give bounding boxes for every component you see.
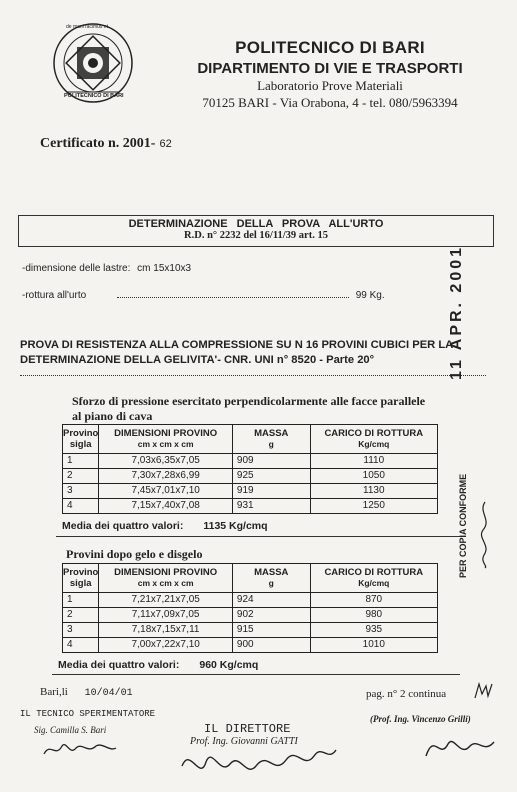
certificate-label: Certificato n. 2001- — [40, 136, 156, 151]
impact-test-box — [18, 215, 494, 247]
section1-title: Sforzo di pressione esercitato perpendicolarmente alle facce parallele al piano di cava — [72, 394, 426, 423]
tecnico-name: Sig. Camilla S. Bari — [34, 725, 107, 735]
table-header-row — [63, 425, 438, 454]
col-carico: CARICO DI ROTTURA Kg/cmq — [310, 425, 437, 454]
department-name: DIPARTIMENTO DI VIE E TRASPORTI — [197, 60, 463, 77]
col-carico: CARICO DI ROTTURA Kg/cmq — [310, 564, 437, 593]
table-cell: 902 — [232, 608, 310, 623]
direttore-name: Prof. Ing. Giovanni GATTI — [190, 736, 298, 747]
table-cell: 3 — [63, 484, 99, 499]
place-label: Bari,li — [40, 686, 68, 698]
table-row — [63, 469, 438, 484]
letterhead — [150, 38, 510, 111]
seal-top-text: de mani facimus et — [66, 24, 108, 30]
grilli-signature — [420, 728, 500, 764]
table-cell: 7,18x7,15x7,11 — [99, 623, 233, 638]
certificate-number — [40, 136, 172, 152]
col-massa: MASSA g — [232, 564, 310, 593]
table-cell: 1 — [63, 454, 99, 469]
seal-bottom-text: POLITECNICO DI BARI — [64, 93, 124, 99]
table-cell: 870 — [310, 593, 437, 608]
section1-table — [62, 424, 438, 514]
section2-average — [58, 659, 258, 671]
handwritten-signature — [476, 500, 494, 570]
direttore-signature — [176, 726, 356, 784]
plate-dimension — [22, 263, 191, 274]
table-cell: 924 — [232, 593, 310, 608]
university-seal — [52, 22, 134, 104]
table-row — [63, 484, 438, 499]
col-dimensioni: DIMENSIONI PROVINO cm x cm x cm — [99, 425, 233, 454]
copy-conform-stamp: PER COPIA CONFORME — [458, 473, 468, 578]
table-row — [63, 454, 438, 469]
table-cell: 2 — [63, 469, 99, 484]
divider — [52, 674, 460, 675]
table-cell: 7,03x6,35x7,05 — [99, 454, 233, 469]
average-value: 1135 Kg/cmq — [203, 520, 268, 532]
table-row — [63, 593, 438, 608]
date-stamp: 11 APR. 2001 — [448, 244, 465, 380]
institution-name: POLITECNICO DI BARI — [235, 38, 425, 57]
table-cell: 7,21x7,21x7,05 — [99, 593, 233, 608]
table-cell: 935 — [310, 623, 437, 638]
table-cell: 4 — [63, 638, 99, 653]
table-cell: 919 — [232, 484, 310, 499]
average-label: Media dei quattro valori: — [62, 520, 184, 532]
issue-date: 10/04/01 — [84, 688, 133, 699]
table-cell: 1130 — [310, 484, 437, 499]
initials-signature — [472, 680, 494, 702]
table-cell: 1050 — [310, 469, 437, 484]
divider — [56, 536, 466, 537]
address: 70125 BARI - Via Orabona, 4 - tel. 080/5963394 — [202, 95, 458, 110]
impact-breakage — [22, 290, 422, 301]
table-cell: 925 — [232, 469, 310, 484]
direttore-title: IL DIRETTORE — [204, 722, 291, 736]
table-header-row — [63, 564, 438, 593]
dotted-leader — [117, 297, 349, 298]
certificate-num-value: 62 — [159, 138, 172, 150]
impact-breakage-value: 99 Kg. — [355, 290, 385, 301]
table-cell: 1 — [63, 593, 99, 608]
table-cell: 1110 — [310, 454, 437, 469]
lab-name: Laboratorio Prove Materiali — [257, 78, 403, 93]
table-cell: 1250 — [310, 499, 437, 514]
table-cell: 980 — [310, 608, 437, 623]
average-label: Media dei quattro valori: — [58, 659, 180, 671]
dotted-separator — [20, 375, 486, 376]
plate-dimension-value: cm 15x10x3 — [137, 263, 192, 274]
place-date — [40, 686, 133, 699]
section1-average — [62, 520, 268, 532]
table-row — [63, 623, 438, 638]
table-cell: 7,11x7,09x7,05 — [99, 608, 233, 623]
section2-table — [62, 563, 438, 653]
table-cell: 3 — [63, 623, 99, 638]
table-cell: 909 — [232, 454, 310, 469]
tecnico-title: IL TECNICO SPERIMENTATORE — [20, 709, 156, 719]
compression-test-title: PROVA DI RESISTENZA ALLA COMPRESSIONE SU N 16 PROVINI CUBICI PER LA DETERMINAZIONE DELLA GELIVITA'- CNR. UNI n° 8520 - Parte 20° — [20, 339, 453, 366]
table-row — [63, 499, 438, 514]
impact-test-reference: R.D. n° 2232 del 16/11/39 art. 15 — [184, 230, 328, 241]
table-cell: 7,30x7,28x6,99 — [99, 469, 233, 484]
col-provino: Provino sigla — [63, 425, 99, 454]
table-cell: 915 — [232, 623, 310, 638]
impact-breakage-label: -rottura all'urto — [22, 290, 87, 301]
grilli-name: (Prof. Ing. Vincenzo Grilli) — [370, 714, 471, 724]
plate-dimension-label: -dimensione delle lastre: — [22, 263, 131, 274]
table-cell: 4 — [63, 499, 99, 514]
section2-title: Provini dopo gelo e disgelo — [66, 547, 203, 561]
impact-test-title: DETERMINAZIONE DELLA PROVA ALL'URTO — [128, 218, 384, 230]
table-cell: 7,45x7,01x7,10 — [99, 484, 233, 499]
tecnico-signature — [40, 736, 120, 762]
table-cell: 1010 — [310, 638, 437, 653]
table-cell: 7,15x7,40x7,08 — [99, 499, 233, 514]
col-massa: MASSA g — [232, 425, 310, 454]
average-value: 960 Kg/cmq — [199, 659, 259, 671]
table-cell: 7,00x7,22x7,10 — [99, 638, 233, 653]
col-dimensioni: DIMENSIONI PROVINO cm x cm x cm — [99, 564, 233, 593]
table-cell: 900 — [232, 638, 310, 653]
col-provino: Provino sigla — [63, 564, 99, 593]
table-row — [63, 638, 438, 653]
table-cell: 931 — [232, 499, 310, 514]
table-row — [63, 608, 438, 623]
page-indicator: pag. n° 2 continua — [366, 688, 447, 700]
table-cell: 2 — [63, 608, 99, 623]
